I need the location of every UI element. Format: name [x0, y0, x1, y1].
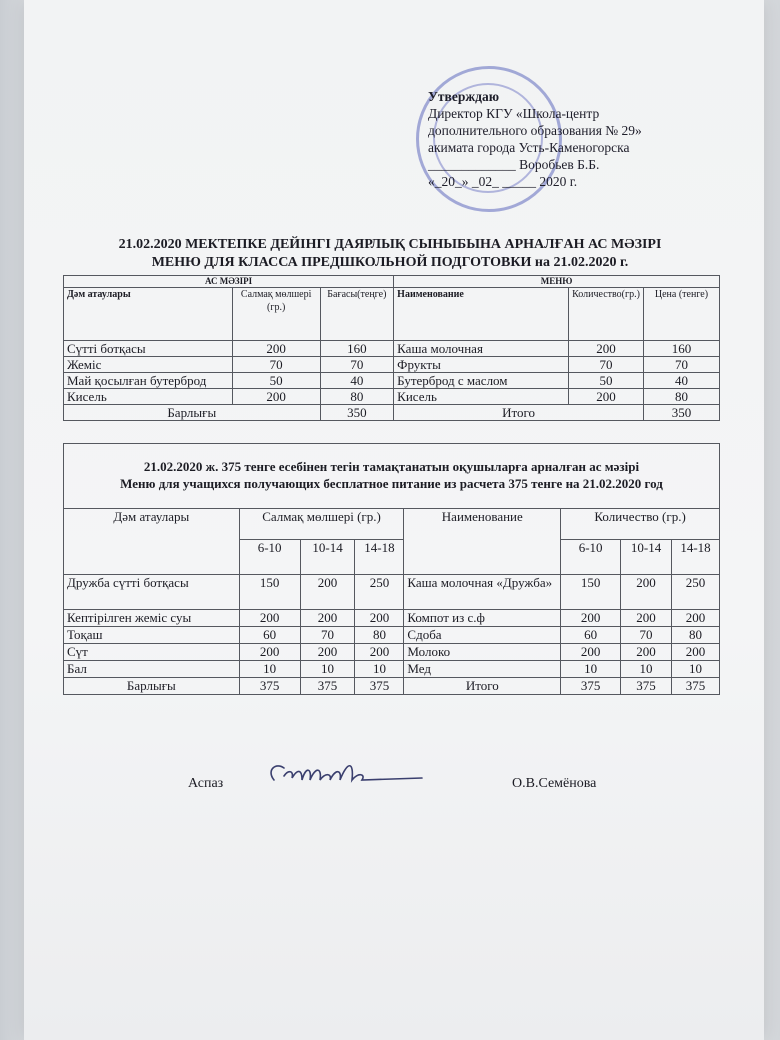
age-6-10: 6-10 [239, 540, 300, 575]
qty-6-10: 10 [561, 661, 621, 678]
qty-6-10: 200 [561, 610, 621, 627]
total-value-ru: 350 [643, 405, 719, 421]
col-price-kz: Бағасы(теңге) [320, 288, 394, 341]
caption-kazakh: 21.02.2020 ж. 375 тенге есебінен тегін тамақтанатын оқушыларға арналған ас мәзірі [143, 459, 640, 474]
col-name-ru: Наименование [394, 288, 569, 341]
dish-kz: Кептірілген жеміс суы [64, 610, 240, 627]
weight-10-14: 70 [300, 627, 355, 644]
qty: 70 [569, 357, 644, 373]
weight-6-10: 10 [239, 661, 300, 678]
qty-10-14: 10 [621, 661, 672, 678]
dish-kz: Май қосылған бутерброд [64, 373, 233, 389]
weight-10-14: 200 [300, 575, 355, 610]
qty-6-10: 150 [561, 575, 621, 610]
dish-ru: Кисель [394, 389, 569, 405]
qty-14-18: 250 [672, 575, 720, 610]
weight-14-18: 200 [355, 610, 404, 627]
qty-10-14: 70 [621, 627, 672, 644]
col-price-ru: Цена (тенге) [643, 288, 719, 341]
header-menu-ru: МЕНЮ [394, 276, 720, 288]
price: 160 [320, 341, 394, 357]
col-name-kz: Дәм атаулары [64, 509, 240, 575]
weight-10-14: 200 [300, 610, 355, 627]
table-row [64, 341, 720, 357]
total-14-18: 375 [355, 678, 404, 695]
total-6-10: 375 [239, 678, 300, 695]
col-name-kz: Дәм атаулары [64, 288, 233, 341]
col-weight-kz: Салмақ мөлшері (гр.) [239, 509, 404, 540]
price: 70 [320, 357, 394, 373]
price-ru: 80 [643, 389, 719, 405]
dish-ru: Каша молочная [394, 341, 569, 357]
dish-kz: Сүт [64, 644, 240, 661]
dish-ru: Компот из с.ф [404, 610, 561, 627]
table-row [64, 661, 720, 678]
dish-kz: Кисель [64, 389, 233, 405]
table-row [64, 389, 720, 405]
approval-heading: Утверждаю [428, 89, 500, 104]
table-row [64, 357, 720, 373]
total-label-kz: Барлығы [64, 678, 240, 695]
weight-6-10: 150 [239, 575, 300, 610]
total-10-14: 375 [621, 678, 672, 695]
total-label-kz: Барлығы [64, 405, 321, 421]
cook-name: О.В.Семёнова [512, 776, 597, 791]
table-row [64, 373, 720, 389]
qty-10-14: 200 [621, 644, 672, 661]
price: 80 [320, 389, 394, 405]
approval-director: Директор КГУ «Школа-центр [428, 106, 600, 121]
menu-table-preschool [63, 275, 720, 421]
total-10-14: 375 [300, 678, 355, 695]
approval-block [428, 88, 728, 190]
total-row [64, 405, 720, 421]
header-menu-kz: АС МӘЗІРІ [64, 276, 394, 288]
qty-14-18: 200 [672, 644, 720, 661]
qty: 200 [569, 389, 644, 405]
approval-org: дополнительного образования № 29» [428, 123, 642, 138]
weight: 50 [232, 373, 320, 389]
table-row [64, 575, 720, 610]
age-14-18: 14-18 [672, 540, 720, 575]
weight-14-18: 80 [355, 627, 404, 644]
age-10-14: 10-14 [621, 540, 672, 575]
dish-kz: Сүтті ботқасы [64, 341, 233, 357]
free-menu-caption [64, 444, 720, 509]
dish-ru: Каша молочная «Дружба» [404, 575, 561, 610]
weight: 200 [232, 389, 320, 405]
dish-kz: Бал [64, 661, 240, 678]
price-ru: 160 [643, 341, 719, 357]
total-14-18: 375 [672, 678, 720, 695]
dish-ru: Фрукты [394, 357, 569, 373]
dish-ru: Мед [404, 661, 561, 678]
col-name-ru: Наименование [404, 509, 561, 575]
dish-kz: Тоқаш [64, 627, 240, 644]
weight-14-18: 250 [355, 575, 404, 610]
col-qty-ru: Количество (гр.) [561, 509, 720, 540]
age-14-18: 14-18 [355, 540, 404, 575]
handwritten-signature [262, 752, 432, 792]
weight-14-18: 200 [355, 644, 404, 661]
qty-10-14: 200 [621, 610, 672, 627]
table-row [64, 610, 720, 627]
col-weight-kz: Салмақ мөлшері (гр.) [232, 288, 320, 341]
weight: 70 [232, 357, 320, 373]
qty: 50 [569, 373, 644, 389]
weight: 200 [232, 341, 320, 357]
qty-6-10: 60 [561, 627, 621, 644]
title-kazakh: 21.02.2020 МЕКТЕПКЕ ДЕЙІНГІ ДАЯРЛЫҚ СЫНЫБЫНА АРНАЛҒАН АС МӘЗІРІ [118, 237, 662, 252]
weight-6-10: 200 [239, 644, 300, 661]
title-russian: МЕНЮ ДЛЯ КЛАССА ПРЕДШКОЛЬНОЙ ПОДГОТОВКИ на 21.02.2020 г. [151, 255, 629, 270]
qty-6-10: 200 [561, 644, 621, 661]
qty-14-18: 200 [672, 610, 720, 627]
menu-table-free-meals [63, 443, 720, 695]
table-row [64, 644, 720, 661]
col-qty-ru: Количество(гр.) [569, 288, 644, 341]
price: 40 [320, 373, 394, 389]
caption-russian: Меню для учащихся получающих бесплатное питание из расчета 375 тенге на 21.02.2020 год [120, 476, 663, 491]
dish-ru: Сдоба [404, 627, 561, 644]
approval-signer: _____________ Воробьев Б.Б. [428, 157, 600, 172]
dish-kz: Жеміс [64, 357, 233, 373]
weight-6-10: 60 [239, 627, 300, 644]
total-label-ru: Итого [404, 678, 561, 695]
qty-14-18: 10 [672, 661, 720, 678]
price-ru: 40 [643, 373, 719, 389]
dish-ru: Молоко [404, 644, 561, 661]
age-10-14: 10-14 [300, 540, 355, 575]
total-row [64, 678, 720, 695]
dish-ru: Бутерброд с маслом [394, 373, 569, 389]
weight-6-10: 200 [239, 610, 300, 627]
total-label-ru: Итого [394, 405, 644, 421]
approval-city: акимата города Усть-Каменогорска [428, 140, 630, 155]
qty-10-14: 200 [621, 575, 672, 610]
total-6-10: 375 [561, 678, 621, 695]
table-row [64, 627, 720, 644]
qty-14-18: 80 [672, 627, 720, 644]
age-6-10: 6-10 [561, 540, 621, 575]
weight-10-14: 200 [300, 644, 355, 661]
dish-kz: Дружба сүтті ботқасы [64, 575, 240, 610]
approval-date: «_20_» _02_ _____ 2020 г. [428, 174, 578, 189]
cook-role: Аспаз [188, 776, 224, 791]
weight-10-14: 10 [300, 661, 355, 678]
weight-14-18: 10 [355, 661, 404, 678]
total-value-kz: 350 [320, 405, 394, 421]
qty: 200 [569, 341, 644, 357]
price-ru: 70 [643, 357, 719, 373]
